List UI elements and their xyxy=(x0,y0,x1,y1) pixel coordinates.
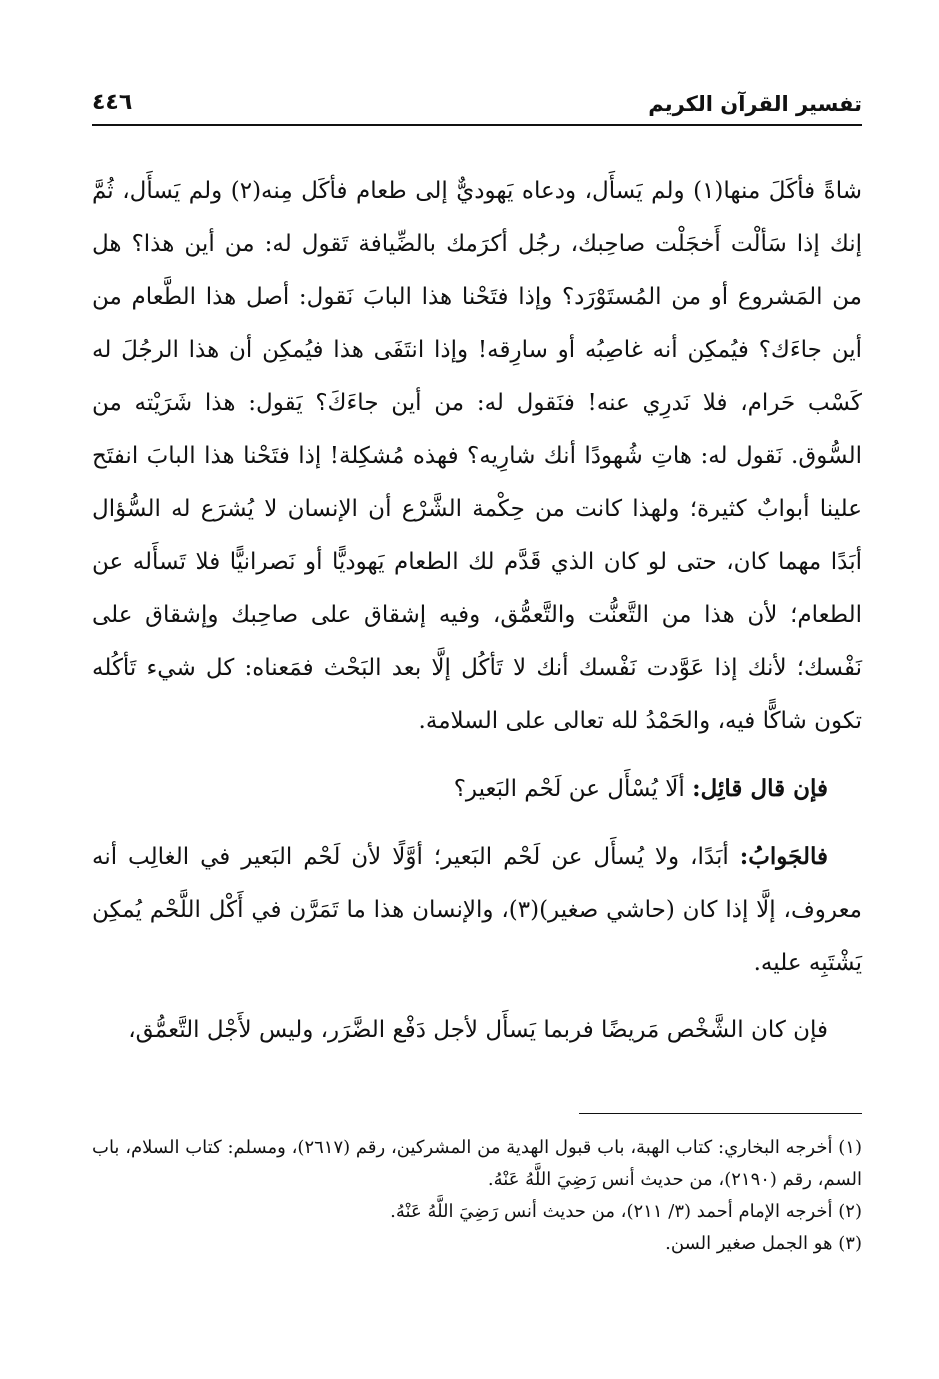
paragraph-2-lead: فإن قال قائِل: xyxy=(692,775,828,802)
page-number: ٤٤٦ xyxy=(92,90,133,115)
paragraph-1: شاةً فأكَلَ منها(١) ولم يَسأَل، ودعاه يَهوديٌّ إلى طعام فأكَل مِنه(٢) ولم يَسأَل، ثُمَّ إنك إذا سَألْت أَخجَلْت صاحِبك، رجُل أكرَمك بالضِّيافة تَقول له: من أين هذا؟ هل من المَشروع أو من المُستَوْرَد؟ وإذا فتَحْنا هذا البابَ نَقول: أصل هذا الطَّعام من أين جاءَك؟ فيُمكِن أنه غاصِبُه أو سارِقه! وإذا انتَفَى هذا فيُمكِن أن هذا الرجُلَ له كَسْب حَرام، فلا نَدرِي عنه! فنَقول له: من أين جاءَكَ؟ يَقول: هذا شَرَيْته من السُّوق. نَقول له: هاتِ شُهودًا أنك شارِيه؟ فهذه مُشكِلة! إذا فتَحْنا هذا البابَ انفتَح علينا أبوابٌ كثيرة؛ ولهذا كانت من حِكْمة الشَّرْع أن الإنسان لا يُشرَع له السُّؤال أبَدًا مهما كان، حتى لو كان الذي قَدَّم لك الطعام يَهوديًّا أو نَصرانيًّا فلا تَسأَله عن الطعام؛ لأن هذا من التَّعنُّت والتَّعمُّق، وفيه إشقاق على صاحِبك وإشقاق على نَفْسك؛ لأنك إذا عَوَّدت نَفْسك أنك لا تَأكُل إلَّا بعد البَحْث فمَعناه: كل شيء تَأكُله تكون شاكًّا فيه، والحَمْدُ لله تعالى على السلامة. xyxy=(92,178,862,734)
footnote-1: (١) أخرجه البخاري: كتاب الهبة، باب قبول الهدية من المشركين، رقم (٢٦١٧)، ومسلم: كتاب السلام، باب السم، رقم (٢١٩٠)، من حديث أنس رَضِيَ اللَّهُ عَنْهُ. xyxy=(92,1137,862,1190)
footnote-3: (٣) هو الجمل صغير السن. xyxy=(665,1233,862,1254)
footnote-divider xyxy=(579,1113,862,1114)
paragraph-3-lead: فالجَوابُ: xyxy=(739,843,828,870)
paragraph-2-text: ألَا يُسْأَل عن لَحْم البَعير؟ xyxy=(453,776,685,802)
book-title: تفسير القرآن الكريم xyxy=(648,92,862,116)
footnotes xyxy=(92,1132,862,1260)
paragraph-2 xyxy=(92,762,862,816)
main-text xyxy=(92,165,862,1057)
paragraph-3 xyxy=(92,830,862,990)
running-header xyxy=(92,88,862,126)
paragraph-4: فإن كان الشَّخْص مَريضًا فربما يَسأَل لأجل دَفْع الضَّرَر، وليس لأَجْل التَّعمُّق، xyxy=(128,1017,828,1043)
footnote-2: (٢) أخرجه الإمام أحمد (٣/ ٢١١)، من حديث أنس رَضِيَ اللَّهُ عَنْهُ. xyxy=(390,1201,862,1222)
paragraph-3-text: أبَدًا، ولا يُسأَل عن لَحْم البَعير؛ أوَّلًا لأن لَحْم البَعير في الغالِب أنه معروف، إلَّا إذا كان (حاشي صغير)(٣)، والإنسان هذا ما تَمَرَّن في أَكْل اللَّحْم يُمكِن يَشْتَبِه عليه. xyxy=(92,844,863,976)
